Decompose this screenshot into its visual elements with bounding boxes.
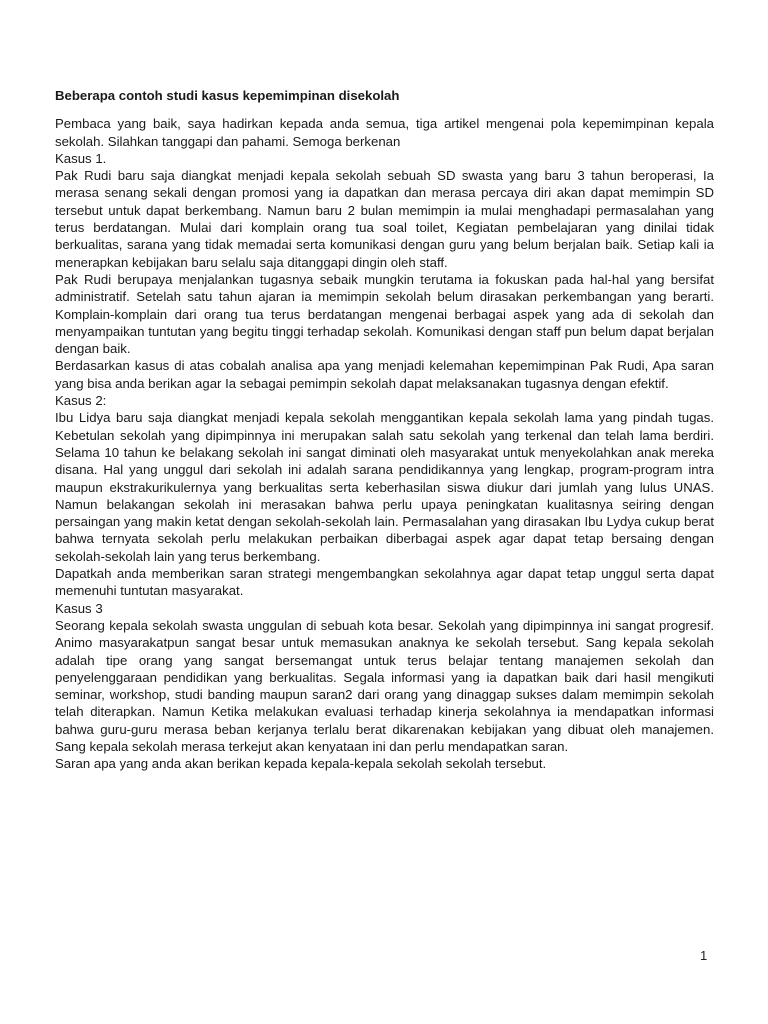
case-3-label: Kasus 3 [55,600,103,616]
case-1-paragraph-2: Pak Rudi berupaya menjalankan tugasnya sebaik mungkin terutama ia fokuskan pada hal-hal yang bersifat administratif. Setelah satu tahun ajaran ia memimpin sekolah belum dirasakan perkembangan yang berarti. Komplain-komplain dari orang tua terus berdatangan mengenai berbagai aspek yang ada di sekolah dan menyampaikan tuntutan yang begitu tinggi terhadap sekolah. Komunikasi dengan staff pun belum dapat berjalan dengan baik. [55,271,714,357]
case-1-label: Kasus 1. [55,150,107,166]
case-1-paragraph-1: Pak Rudi baru saja diangkat menjadi kepala sekolah sebuah SD swasta yang baru 3 tahun beroperasi, Ia merasa senang sekali dengan promosi yang ia dapatkan dan merasa percaya diri akan dapat memimpin SD tersebut untuk dapat berkembang. Namun baru 2 bulan memimpin ia mulai menghadapi permasalahan yang terus berdatangan. Mulai dari komplain orang tua soal toilet, Kegiatan pembelajaran yang dinilai tidak berkualitas, sarana yang tidak memadai serta komunikasi dengan guru yang belum berjalan baik. Setiap kali ia menerapkan kebijakan baru selalu saja ditanggapi dingin oleh staff. [55,168,714,270]
case-1-question: Berdasarkan kasus di atas cobalah analisa apa yang menjadi kelemahan kepemimpinan Pak Rudi, Apa saran yang bisa anda berikan agar Ia sebagai pemimpin sekolah dapat melaksanakan tugasnya dengan efektif. [55,358,714,391]
page-number: 1 [700,948,708,963]
document-body [55,87,714,773]
document-title: Beberapa contoh studi kasus kepemimpinan disekolah [55,88,400,103]
case-2-label: Kasus 2: [55,393,107,409]
case-2-paragraph-1: Ibu Lidya baru saja diangkat menjadi kepala sekolah menggantikan kepala sekolah lama yang pindah tugas. Kebetulan sekolah yang dipimpinnya ini merupakan salah satu sekolah yang terkenal dan telah lama berdiri. Selama 10 tahun ke belakang sekolah ini sangat diminati oleh masyarakat untuk menyekolahkan anak mereka disana. Hal yang unggul dari sekolah ini adalah sarana pendidikannya yang lengkap, program-program intra maupun ekstrakurikulernya yang berkualitas serta keberhasilan siswa diukur dari jumlah yang lulus UNAS. Namun belakangan sekolah ini merasakan bahwa perlu upaya peningkatan kualitasnya seiring dengan persaingan yang makin ketat dengan sekolah-sekolah lain. Permasalahan yang dirasakan Ibu Lydya cukup berat bahwa ternyata sekolah perlu melakukan perbaikan diberbagai aspek agar dapat tetap bersaing dengan sekolah-sekolah lain yang terus berkembang. [55,410,714,564]
case-3-paragraph-1: Seorang kepala sekolah swasta unggulan di sebuah kota besar. Sekolah yang dipimpinnya ini sangat progresif. Animo masyarakatpun sangat besar untuk memasukan anaknya ke sekolah tersebut. Sang kepala sekolah adalah tipe orang yang sangat bersemangat untuk terus belajar tentang manajemen sekolah dan penyelenggaraan pendidikan yang berkualitas. Segala informasi yang ia dapatkan baik dari hasil mengikuti seminar, workshop, studi banding maupun saran2 dari orang yang dinaggap sukses dalam memimpin sekolah telah diterapkan. Namun Ketika melakukan evaluasi terhadap kinerja sekolahnya ia mendapatkan informasi bahwa guru-guru merasa beban kerjanya terlalu berat dikarenakan kebijakan yang dibuat oleh manajemen. Sang kepala sekolah merasa terkejut akan kenyataan ini dan perlu mendapatkan saran. [55,617,714,754]
case-3-question: Saran apa yang anda akan berikan kepada kepala-kepala sekolah sekolah tersebut. [55,756,547,772]
intro-paragraph: Pembaca yang baik, saya hadirkan kepada anda semua, tiga artikel mengenai pola kepemimpinan kepala sekolah. Silahkan tanggapi dan pahami. Semoga berkenan [55,116,714,149]
case-2-question: Dapatkah anda memberikan saran strategi mengembangkan sekolahnya agar dapat tetap unggul serta dapat memenuhi tuntutan masyarakat. [55,566,714,599]
